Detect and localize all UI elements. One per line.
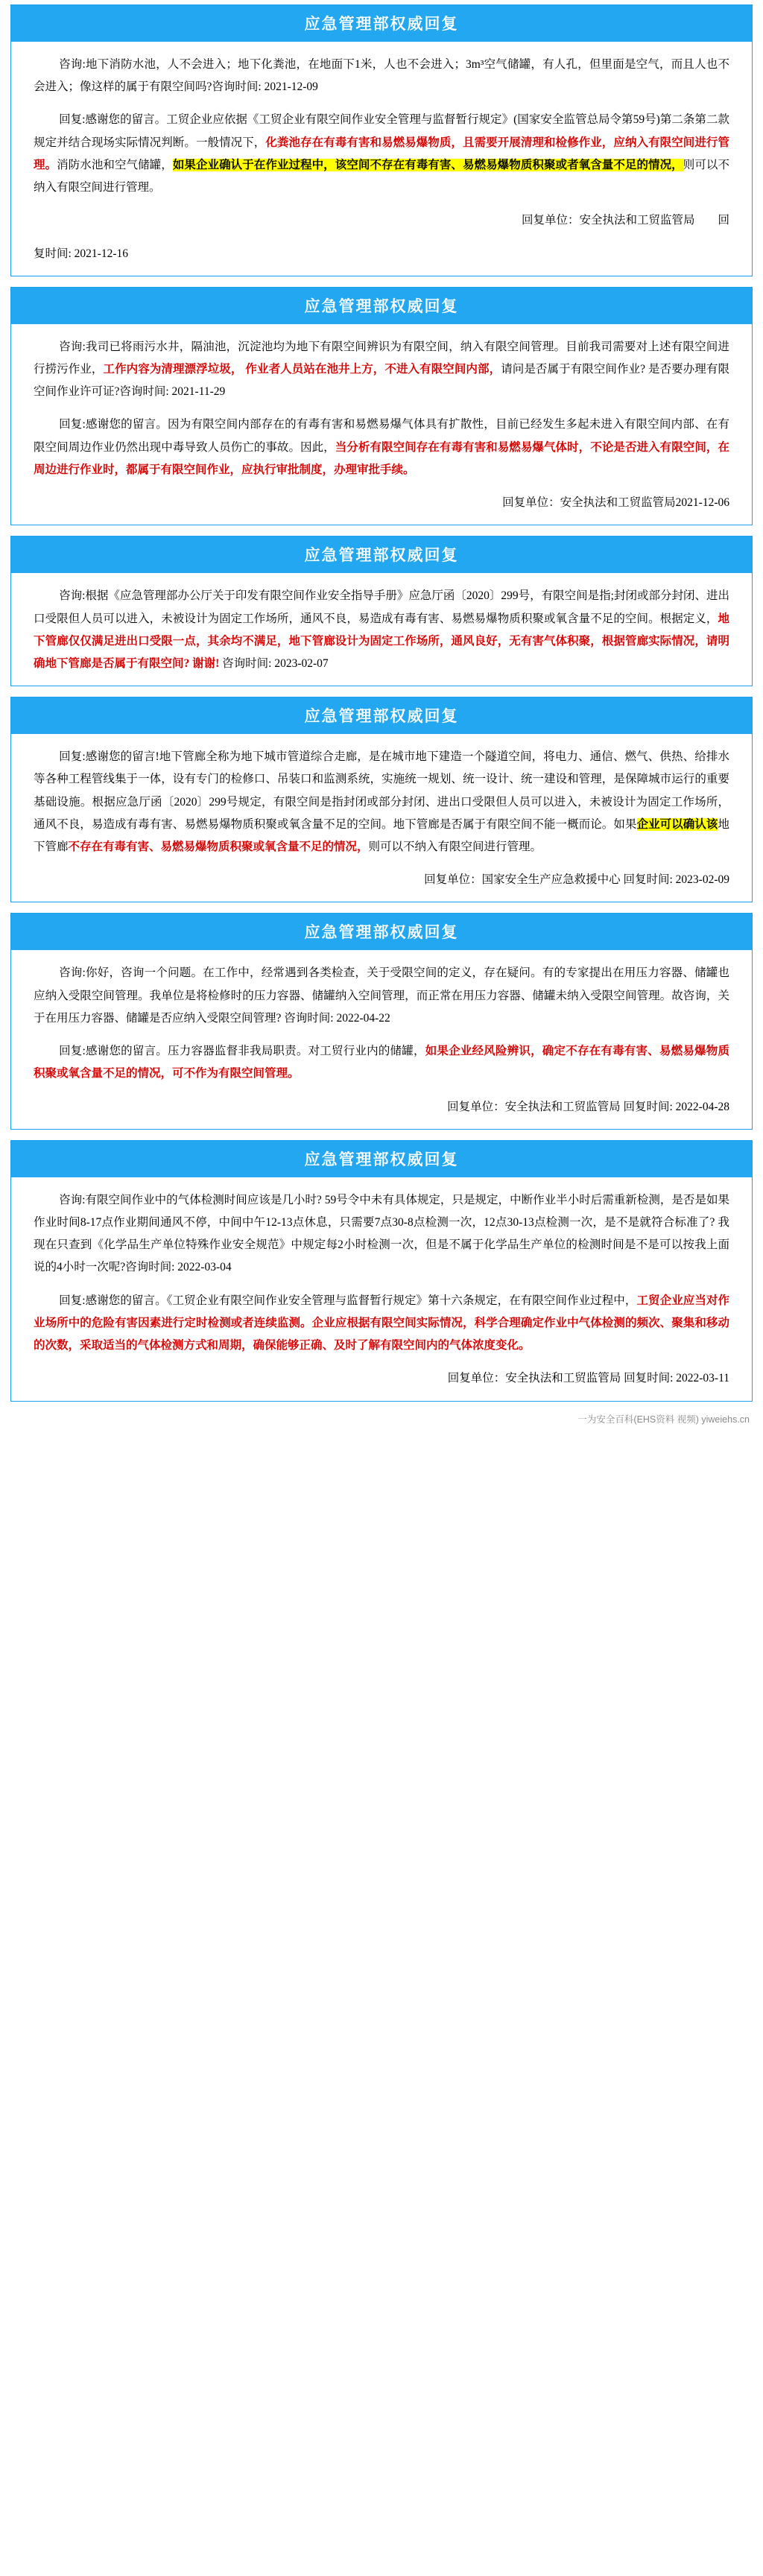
qa-card [10,697,753,902]
highlight-red: 地下管廊仅仅满足进出口受限一点，其余均不满足，地下管廊设计为固定工作场所，通风良好，无有害气体积聚，根据管廊实际情况，请明确地下管廊是否属于有限空间? 谢谢! [34,612,729,670]
text-run: 咨询:你好，咨询一个问题。在工作中，经常遇到各类检查，关于受限空间的定义，存在疑问。有的专家提出在用压力容器、储罐也应纳入受限空间管理。我单位是将检修时的压力容器、储罐纳入空间管理，而正常在用压力容器、储罐未纳入受限空间管理。故咨询，关于在用压力容器、储罐是否应纳入受限空间管理? 咨询时间: 2022-04-22 [34,966,729,1025]
card-body [11,42,752,276]
text-run: 地下管廊 [34,817,729,854]
paragraph [34,54,729,98]
paragraph [34,585,729,675]
paragraph [34,1040,729,1085]
paragraph [34,746,729,858]
text-run: 回复:感谢您的留言。压力容器监督非我局职责。对工贸行业内的储罐， [59,1045,425,1058]
card-title: 应急管理部权威回复 [11,537,752,573]
paragraph [34,492,729,514]
card-title: 应急管理部权威回复 [11,1141,752,1177]
paragraph [34,209,729,232]
card-body [11,734,752,902]
highlight-yellow: 企业可以确认该 [636,817,718,831]
card-body [11,324,752,525]
paragraph [34,109,729,199]
text-run: 咨询:有限空间作业中的气体检测时间应该是几小时? 59号令中未有具体规定，只是规定，中断作业半小时后需重新检测，是否是如果作业时间8-17点作业期间通风不停，中间中午12-13点休息，只需要7点30-8点检测一次，12点30-13点检测一次，是不是就符合标准了? 我现在只查到《化学品生产单位特殊作业安全规范》中规定每2小时检测一次，但是不属于化学品生产单位的检测时间是不是可以按我上面说的4小时一次呢?咨询时间: 2022-03-04 [34,1193,729,1274]
text-run: 咨询:地下消防水池，人不会进入；地下化粪池，在地面下1米，人也不会进入；3m³空气储罐，有人孔，但里面是空气，而且人也不会进入；像这样的属于有限空间吗?咨询时间: 2021-12-09 [34,58,729,94]
paragraph [34,1367,729,1390]
text-run: 回复单位：安全执法和工贸监管局 回复时间: 2022-04-28 [447,1100,729,1113]
card-body [11,573,752,686]
highlight-red: 如果企业经风险辨识，确定不存在有毒有害、易燃易爆物质积聚或氧含量不足的情况，可不作为有限空间管理。 [34,1045,729,1080]
text-run: 咨询时间: 2023-02-07 [219,656,329,670]
card-title: 应急管理部权威回复 [11,914,752,950]
highlight-yellow: 如果企业确认于在作业过程中，该空间不存在有毒有害、易燃易爆物质积聚或者氧含量不足的情况， [172,158,683,171]
card-body [11,950,752,1128]
text-run: 则可以不纳入有限空间进行管理。 [34,158,729,194]
highlight-red: 工贸企业应当对作业场所中的危险有害因素进行定时检测或者连续监测。企业应根据有限空间实际情况，科学合理确定作业中气体检测的频次、聚集和移动的次数，采取适当的气体检测方式和周期，确保能够正确、及时了解有限空间内的气体浓度变化。 [34,1294,729,1352]
qa-card [10,536,753,686]
highlight-red: 工作内容为清理漂浮垃圾， 作业者人员站在池井上方，不进入有限空间内部， [103,362,501,376]
text-run: 咨询:我司已将雨污水井，隔油池，沉淀池均为地下有限空间辨识为有限空间，纳入有限空间管理。目前我司需要对上述有限空间进行捞污作业， [34,340,729,376]
paragraph [34,1189,729,1279]
qa-card [10,1140,753,1402]
highlight-red: 不存在 [68,841,104,854]
text-run: 回复单位：安全执法和工贸监管局 回复时间: 2022-03-11 [447,1372,729,1385]
paragraph [34,336,729,404]
highlight-red: 有毒有害、易燃易爆物质积聚或氧含量不足的情况， [103,841,369,854]
text-run: 回复单位：国家安全生产应急救援中心 回复时间: 2023-02-09 [424,873,729,887]
card-title: 应急管理部权威回复 [11,5,752,42]
card-title: 应急管理部权威回复 [11,288,752,324]
text-run: 回复:感谢您的留言。因为有限空间内部存在的有毒有害和易燃易爆气体具有扩散性，目前已经发生多起未进入有限空间内部、在有限空间周边作业仍然出现中毒导致人员伤亡的事故。因此， [34,418,729,454]
text-run: 则可以不纳入有限空间进行管理。 [368,841,542,854]
text-run: 消防水池和空气储罐， [57,158,173,171]
text-run: 回复单位：安全执法和工贸监管局2021-12-06 [502,496,729,510]
text-run: 请问是否属于有限空间作业? 是否要办理有限空间作业许可证?咨询时间: 2021-11-29 [34,362,729,399]
qa-card [10,4,753,276]
paragraph [34,1096,729,1118]
text-run: 回复单位：安全执法和工贸监管局 回 [521,214,729,227]
text-run: 复时间: 2021-12-16 [34,247,129,260]
qa-card [10,287,753,526]
text-run: 咨询:根据《应急管理部办公厅关于印发有限空间作业安全指导手册》应急厅函〔2020〕299号，有限空间是指;封闭或部分封闭、进出口受限但人员可以进入，未被设计为固定工作场所，通风不良，易造成有毒有害、易燃易爆物质积聚或氧含量不足的空间。根据定义， [34,589,729,625]
text-run: 回复:感谢您的留言。《工贸企业有限空间作业安全管理与监督暂行规定》第十六条规定，在有限空间作业过程中， [59,1294,637,1307]
text-run: 回复:感谢您的留言。工贸企业应依据《工贸企业有限空间作业安全管理与监督暂行规定》(国家安全监管总局令第59号)第二条第二款规定并结合现场实际情况判断。一般情况下， [34,113,729,149]
qa-card-list [0,4,763,1402]
highlight-red: 当分析有限空间存在有毒有害和易燃易爆气体时，不论是否进入有限空间，在周边进行作业时，都属于有限空间作业，应执行审批制度，办理审批手续。 [34,440,729,476]
paragraph [34,869,729,891]
highlight-red: 化粪池存在有毒有害和易燃易爆物质，且需要开展清理和检修作业，应纳入有限空间进行管理。 [34,136,729,171]
paragraph [34,414,729,481]
watermark-text: 一为安全百科(EHS资料 视频) yiweiehs.cn [577,1414,750,1425]
paragraph [34,1290,729,1358]
card-body [11,1177,752,1401]
text-run: 回复:感谢您的留言!地下管廊全称为地下城市管道综合走廊，是在城市地下建造一个隧道空间，将电力、通信、燃气、供热、给排水等各种工程管线集于一体，设有专门的检修口、吊装口和监测系统，实施统一规划、统一设计、统一建设和管理，是保障城市运行的重要基础设施。根据应急厅函〔2020〕299号规定，有限空间是指封闭或部分封闭、进出口受限但人员可以进入，未被设计为固定工作场所，通风不良，易造成有毒有害、易燃易爆物质积聚或氧含量不足的空间。地下管廊是否属于有限空间不能一概而论。如果 [34,750,729,831]
paragraph [34,962,729,1030]
qa-card [10,913,753,1129]
card-title: 应急管理部权威回复 [11,697,752,734]
paragraph [34,243,729,265]
